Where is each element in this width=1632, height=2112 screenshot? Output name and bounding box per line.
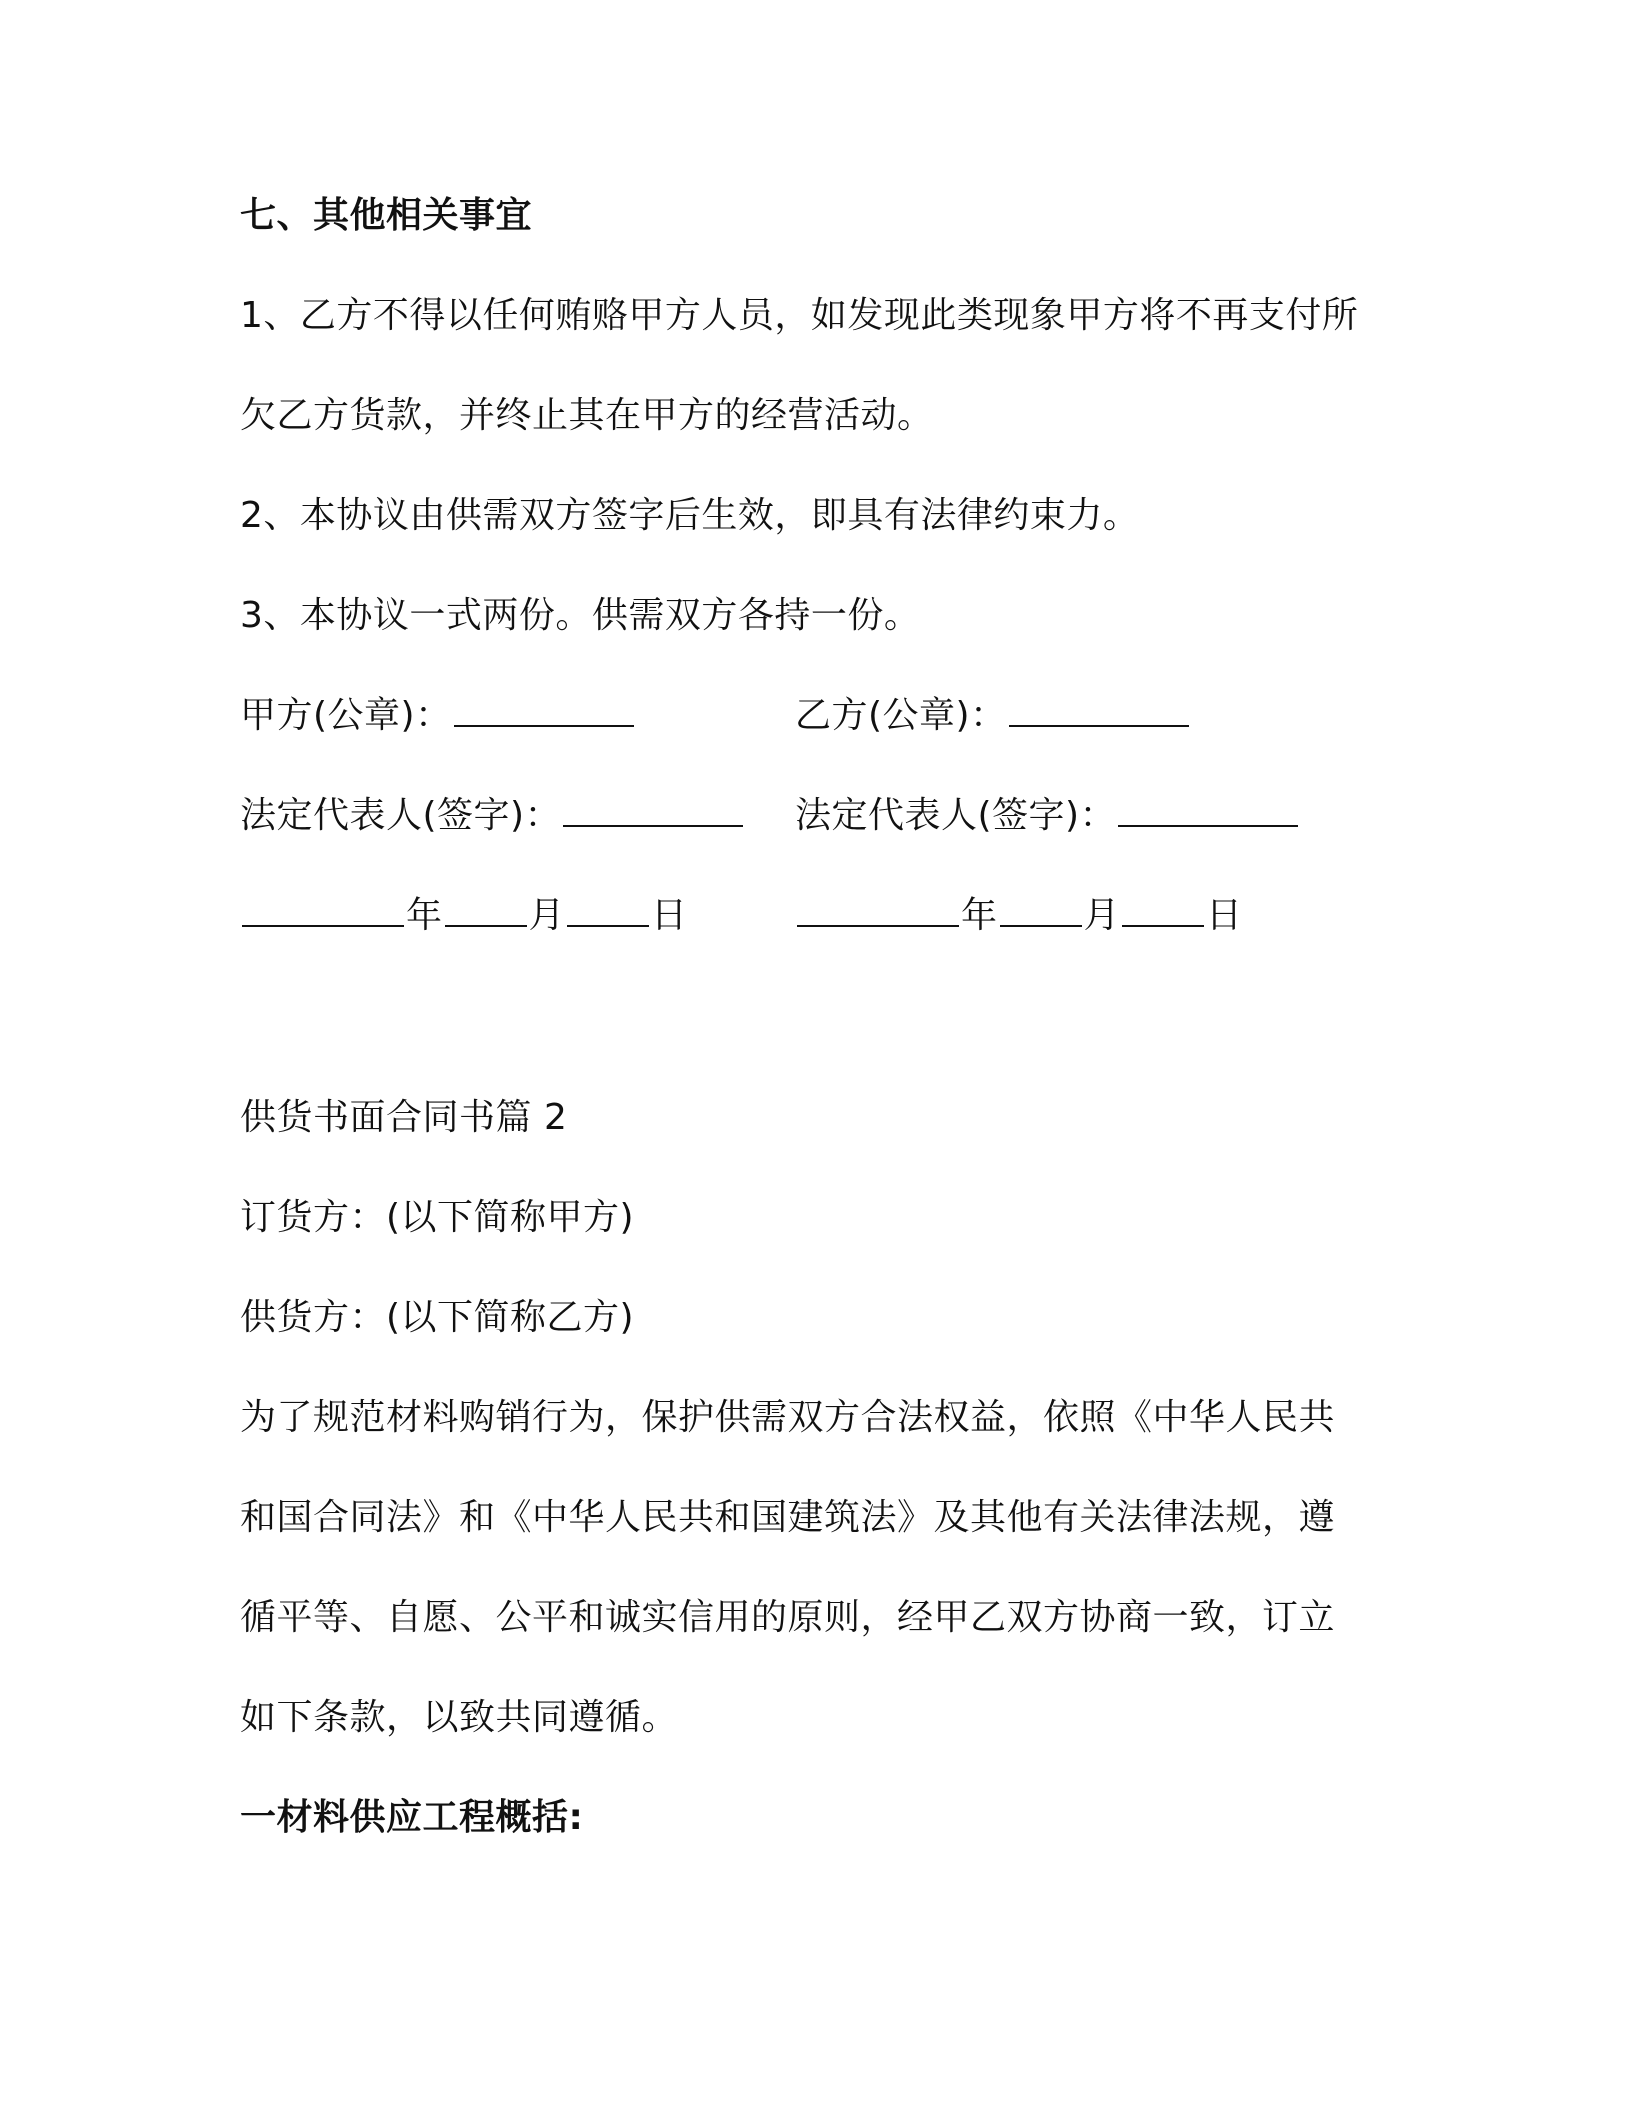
party-a-seal-field (240, 692, 636, 740)
contract-2-title: 供货书面合同书篇 2 (240, 1097, 568, 1138)
month-label: 月 (1083, 895, 1121, 936)
party-b-rep-label: 法定代表人(签字)： (795, 795, 1117, 836)
clause-1-line-2: 欠乙方货款，并终止其在甲方的经营活动。 (240, 395, 934, 436)
party-b-seal-label: 乙方(公章)： (795, 695, 1007, 736)
year-label: 年 (406, 895, 443, 936)
intro-line-1: 为了规范材料购销行为，保护供需双方合法权益，依照《中华人民共 (240, 1397, 1336, 1438)
buyer-line: 订货方：(以下简称甲方) (240, 1197, 635, 1238)
section-7-title: 七、其他相关事宜 (240, 195, 533, 236)
party-a-seal-label: 甲方(公章)： (240, 695, 452, 736)
intro-line-3: 循平等、自愿、公平和诚实信用的原则，经甲乙双方协商一致，订立 (240, 1597, 1336, 1638)
intro-line-2: 和国合同法》和《中华人民共和国建筑法》及其他有关法律法规，遵 (240, 1497, 1336, 1538)
party-b-month-blank (1000, 893, 1082, 927)
clause-3: 3、本协议一式两份。供需双方各持一份。 (240, 595, 921, 636)
party-a-rep-field (240, 792, 745, 840)
party-a-seal-blank (454, 693, 634, 727)
party-b-year-blank (797, 893, 959, 927)
party-a-rep-blank (563, 793, 743, 827)
party-b-rep-blank (1118, 793, 1298, 827)
party-b-seal-blank (1009, 693, 1189, 727)
party-a-day-blank (567, 893, 649, 927)
section-1-title: 一材料供应工程概括: (240, 1797, 584, 1838)
party-b-date-field (795, 892, 1243, 940)
party-a-rep-label: 法定代表人(签字)： (240, 795, 562, 836)
party-b-seal-field (795, 692, 1191, 740)
month-label: 月 (528, 895, 566, 936)
party-b-day-blank (1122, 893, 1204, 927)
year-label: 年 (961, 895, 998, 936)
party-b-rep-field (795, 792, 1300, 840)
party-a-month-blank (445, 893, 527, 927)
clause-1-line-1: 1、乙方不得以任何贿赂甲方人员，如发现此类现象甲方将不再支付所 (240, 295, 1359, 336)
day-label: 日 (1206, 895, 1243, 936)
clause-2: 2、本协议由供需双方签字后生效，即具有法律约束力。 (240, 495, 1140, 536)
intro-line-4: 如下条款，以致共同遵循。 (240, 1697, 679, 1738)
party-a-date-field (240, 892, 688, 940)
supplier-line: 供货方：(以下简称乙方) (240, 1297, 635, 1338)
day-label: 日 (651, 895, 688, 936)
party-a-year-blank (242, 893, 404, 927)
